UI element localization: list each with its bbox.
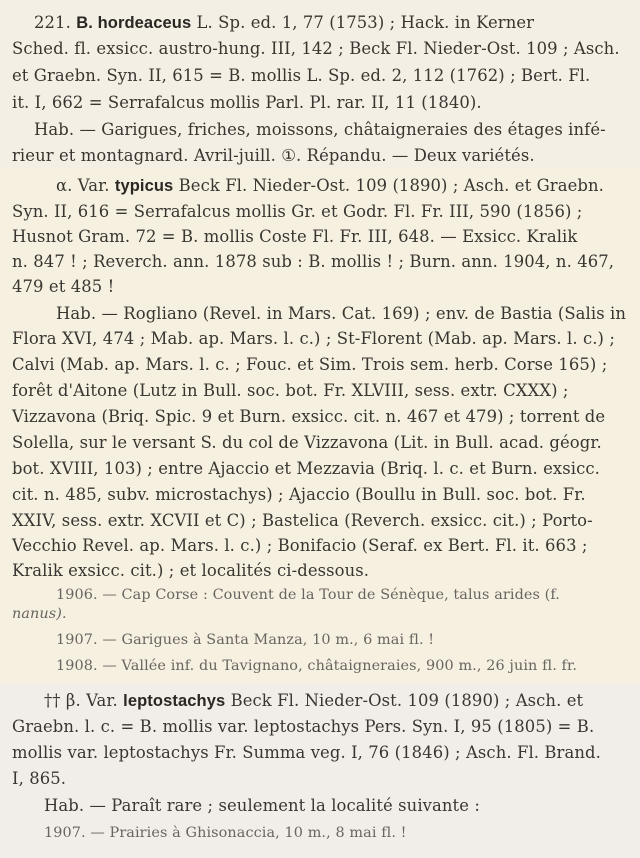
variety-citation-line: mollis var. leptostachys Fr. Summa veg. I, 76 (1846) ; Asch. Fl. Brand. — [12, 743, 601, 762]
habitat-line: Calvi (Mab. ap. Mars. l. c. ; Fouc. et Sim. Trois sem. herb. Corse 165) ; — [12, 355, 608, 374]
species-citation: L. Sp. ed. 1, 77 (1753) ; Hack. in Kerner — [196, 13, 535, 32]
species-name: B. hordeaceus — [76, 14, 192, 32]
variety-citation-line: Husnot Gram. 72 = B. mollis Coste Fl. Fr. III, 648. — Exsicc. Kralik — [12, 227, 578, 246]
variety-name: typicus — [114, 177, 174, 195]
habitat-line: Solella, sur le versant S. du col de Vizzavona (Lit. in Bull. acad. géogr. — [12, 433, 602, 452]
species-citation-line: et Graebn. Syn. II, 615 = B. mollis L. Sp. ed. 2, 112 (1762) ; Bert. Fl. — [12, 66, 591, 85]
variety-citation-line: Graebn. l. c. = B. mollis var. leptostachys Pers. Syn. I, 95 (1805) = B. — [12, 717, 595, 736]
variety-name: leptostachys — [123, 692, 226, 710]
habitat-line: Vecchio Revel. ap. Mars. l. c.) ; Bonifacio (Seraf. ex Bert. Fl. it. 663 ; — [12, 536, 588, 555]
species-habitat-line: Hab. — Garigues, friches, moissons, châtaigneraies des étages infé- — [34, 120, 606, 139]
variety-citation-line: 479 et 485 ! — [12, 277, 115, 296]
observation-line: 1907. — Prairies à Ghisonaccia, 10 m., 8 mai fl. ! — [44, 825, 407, 841]
habitat-line: Kralik exsicc. cit.) ; et localités ci-dessous. — [12, 561, 370, 580]
habitat-line: cit. n. 485, subv. microstachys) ; Ajaccio (Boullu in Bull. soc. bot. Fr. — [12, 485, 586, 504]
variety-citation-line: Syn. II, 616 = Serrafalcus mollis Gr. et Godr. Fl. Fr. III, 590 (1856) ; — [12, 202, 583, 221]
variety-marker: α. — [56, 176, 73, 195]
species-heading-line — [34, 12, 534, 34]
species-citation-line: Sched. fl. exsicc. austro-hung. III, 142 ; Beck Fl. Nieder-Ost. 109 ; Asch. — [12, 39, 620, 58]
variety-citation: Beck Fl. Nieder-Ost. 109 (1890) ; Asch. et — [230, 691, 584, 710]
observation-line: 1908. — Vallée inf. du Tavignano, châtaigneraies, 900 m., 26 juin fl. fr. — [56, 658, 578, 674]
habitat-line: bot. XVIII, 103) ; entre Ajaccio et Mezzavia (Briq. l. c. et Burn. exsicc. — [12, 459, 600, 478]
variety-citation-line: n. 847 ! ; Reverch. ann. 1878 sub : B. mollis ! ; Burn. ann. 1904, n. 467, — [12, 252, 615, 271]
variety-marker: †† β. — [44, 691, 81, 710]
habitat-line: forêt d'Aitone (Lutz in Bull. soc. bot. Fr. XLVIII, sess. extr. CXXX) ; — [12, 381, 569, 400]
observation-line: 1906. — Cap Corse : Couvent de la Tour de Sénèque, talus arides (f. — [56, 587, 560, 603]
habitat-line: Vizzavona (Briq. Spic. 9 et Burn. exsicc. cit. n. 467 et 479) ; torrent de — [12, 407, 606, 426]
habitat-line: Hab. — Rogliano (Revel. in Mars. Cat. 169) ; env. de Bastia (Salis in — [56, 304, 627, 323]
habitat-line: Hab. — Paraît rare ; seulement la localité suivante : — [44, 796, 480, 815]
variety-citation: Beck Fl. Nieder-Ost. 109 (1890) ; Asch. et Graebn. — [178, 176, 604, 195]
variety-label: Var. — [77, 176, 110, 195]
variety-label: Var. — [86, 691, 118, 710]
observation-line: nanus). — [12, 606, 67, 622]
species-citation-line: it. I, 662 = Serrafalcus mollis Parl. Pl. rar. II, 11 (1840). — [12, 93, 482, 112]
species-habitat-line: rieur et montagnard. Avril-juill. ①. Répandu. — Deux variétés. — [12, 146, 535, 165]
habitat-line: Flora XVI, 474 ; Mab. ap. Mars. l. c.) ; St-Florent (Mab. ap. Mars. l. c.) ; — [12, 329, 615, 348]
variety-citation-line: I, 865. — [12, 769, 67, 788]
habitat-line: XXIV, sess. extr. XCVII et C) ; Bastelica (Reverch. exsicc. cit.) ; Porto- — [12, 511, 593, 530]
variety-heading-line — [44, 690, 583, 712]
observation-line: 1907. — Garigues à Santa Manza, 10 m., 6 mai fl. ! — [56, 632, 435, 648]
variety-heading-line — [56, 175, 604, 197]
entry-number: 221. — [34, 13, 71, 32]
